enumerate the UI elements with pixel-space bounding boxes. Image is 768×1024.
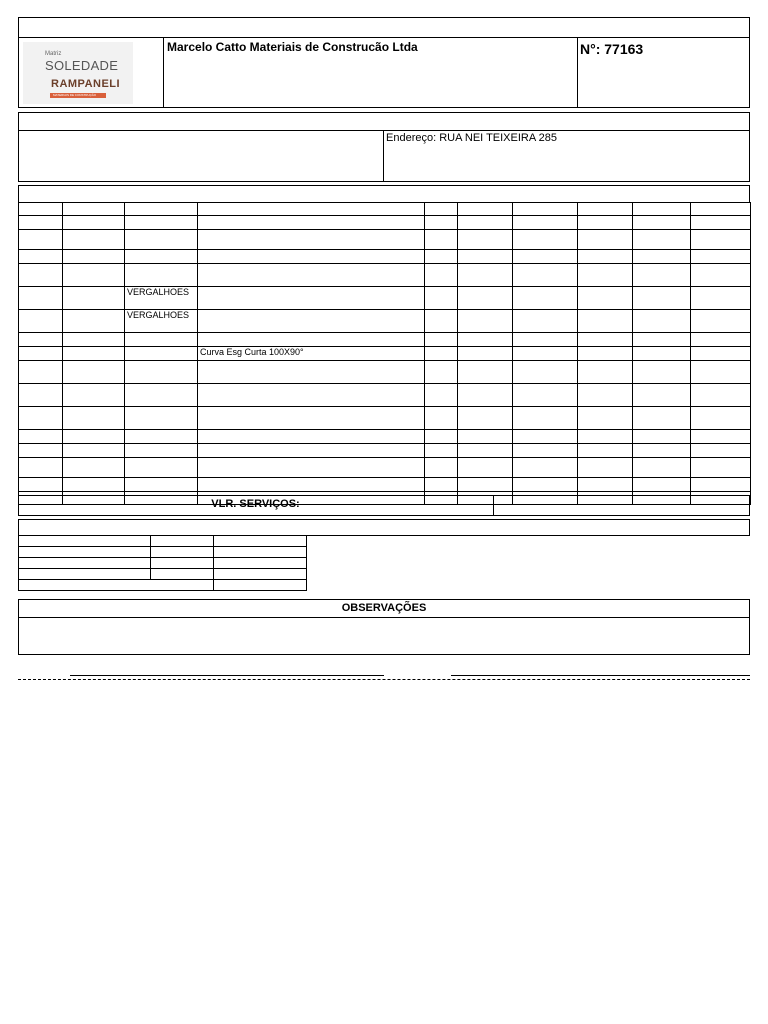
table-cell <box>425 458 458 478</box>
table-cell <box>198 250 425 264</box>
table-cell <box>691 287 751 310</box>
table-cell <box>633 478 691 492</box>
table-header-cell <box>425 203 458 216</box>
payment-row <box>19 547 307 558</box>
table-cell <box>513 264 578 287</box>
table-cell <box>633 216 691 230</box>
table-cell <box>458 478 513 492</box>
table-cell <box>19 347 63 361</box>
table-header-cell <box>19 203 63 216</box>
table-cell <box>691 444 751 458</box>
table-cell <box>125 230 198 250</box>
table-cell <box>458 384 513 407</box>
table-cell <box>458 444 513 458</box>
table-cell <box>633 333 691 347</box>
table-cell <box>198 333 425 347</box>
table-cell <box>691 333 751 347</box>
table-cell <box>513 430 578 444</box>
table-cell <box>513 384 578 407</box>
table-cell <box>63 407 125 430</box>
table-header-cell <box>578 203 633 216</box>
table-cell <box>691 264 751 287</box>
table-cell <box>19 333 63 347</box>
table-cell <box>425 430 458 444</box>
table-row <box>19 361 751 384</box>
header-divider-right <box>577 37 578 108</box>
table-cell <box>198 430 425 444</box>
table-cell <box>633 384 691 407</box>
client-address: Endereço: RUA NEI TEIXEIRA 285 <box>386 132 557 144</box>
signature-line-left <box>70 675 384 676</box>
table-cell <box>425 347 458 361</box>
table-header-cell <box>198 203 425 216</box>
table-cell <box>198 230 425 250</box>
table-cell <box>125 458 198 478</box>
table-cell <box>578 361 633 384</box>
table-cell <box>578 458 633 478</box>
table-cell <box>458 230 513 250</box>
logo-tagline: MATERIAIS DE CONSTRUÇÃO <box>53 93 97 97</box>
table-cell <box>513 444 578 458</box>
table-header-cell <box>633 203 691 216</box>
table-header-cell <box>458 203 513 216</box>
table-cell <box>63 250 125 264</box>
table-cell <box>125 384 198 407</box>
table-cell <box>63 333 125 347</box>
table-cell <box>578 216 633 230</box>
table-cell <box>458 333 513 347</box>
table-cell <box>633 430 691 444</box>
table-cell <box>458 287 513 310</box>
table-cell <box>63 310 125 333</box>
table-cell <box>691 478 751 492</box>
table-cell <box>691 310 751 333</box>
table-row <box>19 250 751 264</box>
table-cell <box>125 216 198 230</box>
table-cell <box>425 264 458 287</box>
table-cell <box>691 250 751 264</box>
table-cell <box>63 478 125 492</box>
table-cell <box>425 230 458 250</box>
table-row <box>19 230 751 250</box>
table-cell <box>691 458 751 478</box>
table-cell <box>19 444 63 458</box>
table-cell <box>125 407 198 430</box>
table-cell <box>425 384 458 407</box>
table-row <box>19 310 751 333</box>
table-cell <box>198 444 425 458</box>
table-cell <box>513 458 578 478</box>
table-cell <box>63 347 125 361</box>
table-cell: Curva Esg Curta 100X90° <box>198 347 425 361</box>
company-name: Marcelo Catto Materiais de Construcão Ltda <box>167 40 418 54</box>
table-cell <box>198 407 425 430</box>
payment-row <box>19 580 307 591</box>
payment-table <box>18 535 307 591</box>
table-cell <box>513 478 578 492</box>
table-row <box>19 444 751 458</box>
items-table-body <box>19 203 751 505</box>
table-cell <box>513 407 578 430</box>
table-cell <box>578 250 633 264</box>
table-cell <box>19 384 63 407</box>
table-row <box>19 384 751 407</box>
items-title-bar <box>18 185 750 203</box>
table-cell <box>198 287 425 310</box>
table-cell <box>513 333 578 347</box>
table-cell <box>578 478 633 492</box>
table-cell <box>633 230 691 250</box>
table-cell <box>513 361 578 384</box>
table-cell <box>458 458 513 478</box>
table-cell <box>63 264 125 287</box>
payment-title-bar <box>18 519 750 536</box>
table-cell <box>633 264 691 287</box>
table-cell <box>19 264 63 287</box>
table-cell <box>198 361 425 384</box>
table-cell <box>198 478 425 492</box>
table-cell <box>198 384 425 407</box>
table-cell <box>425 287 458 310</box>
table-cell <box>578 430 633 444</box>
table-cell <box>19 216 63 230</box>
table-cell <box>425 444 458 458</box>
table-cell <box>19 458 63 478</box>
table-cell <box>63 444 125 458</box>
client-title-bar <box>18 112 750 131</box>
table-cell <box>63 287 125 310</box>
table-cell <box>633 250 691 264</box>
table-cell <box>63 361 125 384</box>
table-cell <box>578 347 633 361</box>
table-cell <box>513 347 578 361</box>
table-cell <box>513 310 578 333</box>
table-cell <box>578 333 633 347</box>
top-bar <box>18 17 750 38</box>
table-cell <box>425 361 458 384</box>
table-cell <box>691 230 751 250</box>
table-cell <box>633 287 691 310</box>
table-cell <box>633 407 691 430</box>
table-cell <box>125 347 198 361</box>
table-cell <box>633 444 691 458</box>
table-row <box>19 333 751 347</box>
payment-row <box>19 536 307 547</box>
table-cell <box>125 361 198 384</box>
table-cell <box>63 430 125 444</box>
table-cell <box>125 444 198 458</box>
table-cell <box>19 430 63 444</box>
table-cell <box>691 347 751 361</box>
table-cell: VERGALHOES <box>125 287 198 310</box>
table-cell <box>458 361 513 384</box>
table-cell <box>198 458 425 478</box>
table-cell <box>458 264 513 287</box>
table-cell <box>63 230 125 250</box>
logo-brand: RAMPANELI <box>51 78 121 90</box>
order-number: N°: 77163 <box>580 41 644 57</box>
payment-row <box>19 558 307 569</box>
table-cell <box>198 264 425 287</box>
table-cell <box>198 310 425 333</box>
table-row <box>19 264 751 287</box>
table-cell <box>19 250 63 264</box>
table-cell <box>125 250 198 264</box>
table-cell <box>19 230 63 250</box>
table-cell <box>633 361 691 384</box>
table-cell <box>458 216 513 230</box>
table-header-row <box>19 203 751 216</box>
table-cell <box>63 216 125 230</box>
table-cell <box>691 430 751 444</box>
table-row <box>19 287 751 310</box>
table-cell <box>458 347 513 361</box>
table-cell <box>691 384 751 407</box>
table-cell <box>458 310 513 333</box>
table-cell <box>633 458 691 478</box>
table-cell <box>425 478 458 492</box>
table-cell <box>125 478 198 492</box>
table-cell <box>125 430 198 444</box>
table-cell <box>691 216 751 230</box>
table-cell <box>578 407 633 430</box>
table-cell <box>633 347 691 361</box>
table-cell <box>425 216 458 230</box>
table-cell <box>19 407 63 430</box>
client-block <box>18 130 750 182</box>
table-row <box>19 216 751 230</box>
table-cell <box>513 230 578 250</box>
table-cell <box>458 250 513 264</box>
items-table <box>18 202 751 505</box>
table-header-cell <box>691 203 751 216</box>
header-divider-left <box>163 37 164 108</box>
table-cell <box>19 310 63 333</box>
signature-line-right <box>451 675 750 676</box>
observations-title: OBSERVAÇÕES <box>341 602 427 614</box>
table-cell <box>425 407 458 430</box>
table-cell <box>578 310 633 333</box>
table-header-cell <box>63 203 125 216</box>
table-cell <box>125 264 198 287</box>
table-cell <box>425 310 458 333</box>
table-cell <box>578 384 633 407</box>
table-cell <box>633 310 691 333</box>
table-header-cell <box>513 203 578 216</box>
company-logo <box>23 42 133 104</box>
logo-small-label: Matriz <box>45 51 62 57</box>
table-cell <box>19 287 63 310</box>
table-cell <box>425 250 458 264</box>
table-cell <box>198 216 425 230</box>
cut-line <box>18 679 750 680</box>
table-cell <box>691 361 751 384</box>
table-cell <box>578 230 633 250</box>
table-row <box>19 347 751 361</box>
logo-tagline-bar <box>50 93 106 98</box>
observations-field[interactable] <box>18 617 750 655</box>
table-header-cell <box>125 203 198 216</box>
table-cell <box>63 458 125 478</box>
table-cell <box>19 361 63 384</box>
table-cell <box>691 407 751 430</box>
table-row <box>19 407 751 430</box>
table-cell <box>578 444 633 458</box>
table-cell: VERGALHOES <box>125 310 198 333</box>
table-cell <box>513 287 578 310</box>
table-cell <box>578 287 633 310</box>
table-row <box>19 478 751 492</box>
client-divider <box>383 130 384 182</box>
table-row <box>19 430 751 444</box>
payment-row <box>19 569 307 580</box>
table-cell <box>63 384 125 407</box>
table-cell <box>458 430 513 444</box>
table-cell <box>19 478 63 492</box>
table-row <box>19 458 751 478</box>
services-divider <box>493 495 494 516</box>
table-cell <box>425 333 458 347</box>
table-cell <box>125 333 198 347</box>
table-cell <box>513 250 578 264</box>
services-label: VLR. SERVIÇOS: <box>211 498 300 510</box>
logo-city: SOLEDADE <box>45 58 119 73</box>
table-cell <box>578 264 633 287</box>
table-cell <box>513 216 578 230</box>
table-cell <box>458 407 513 430</box>
